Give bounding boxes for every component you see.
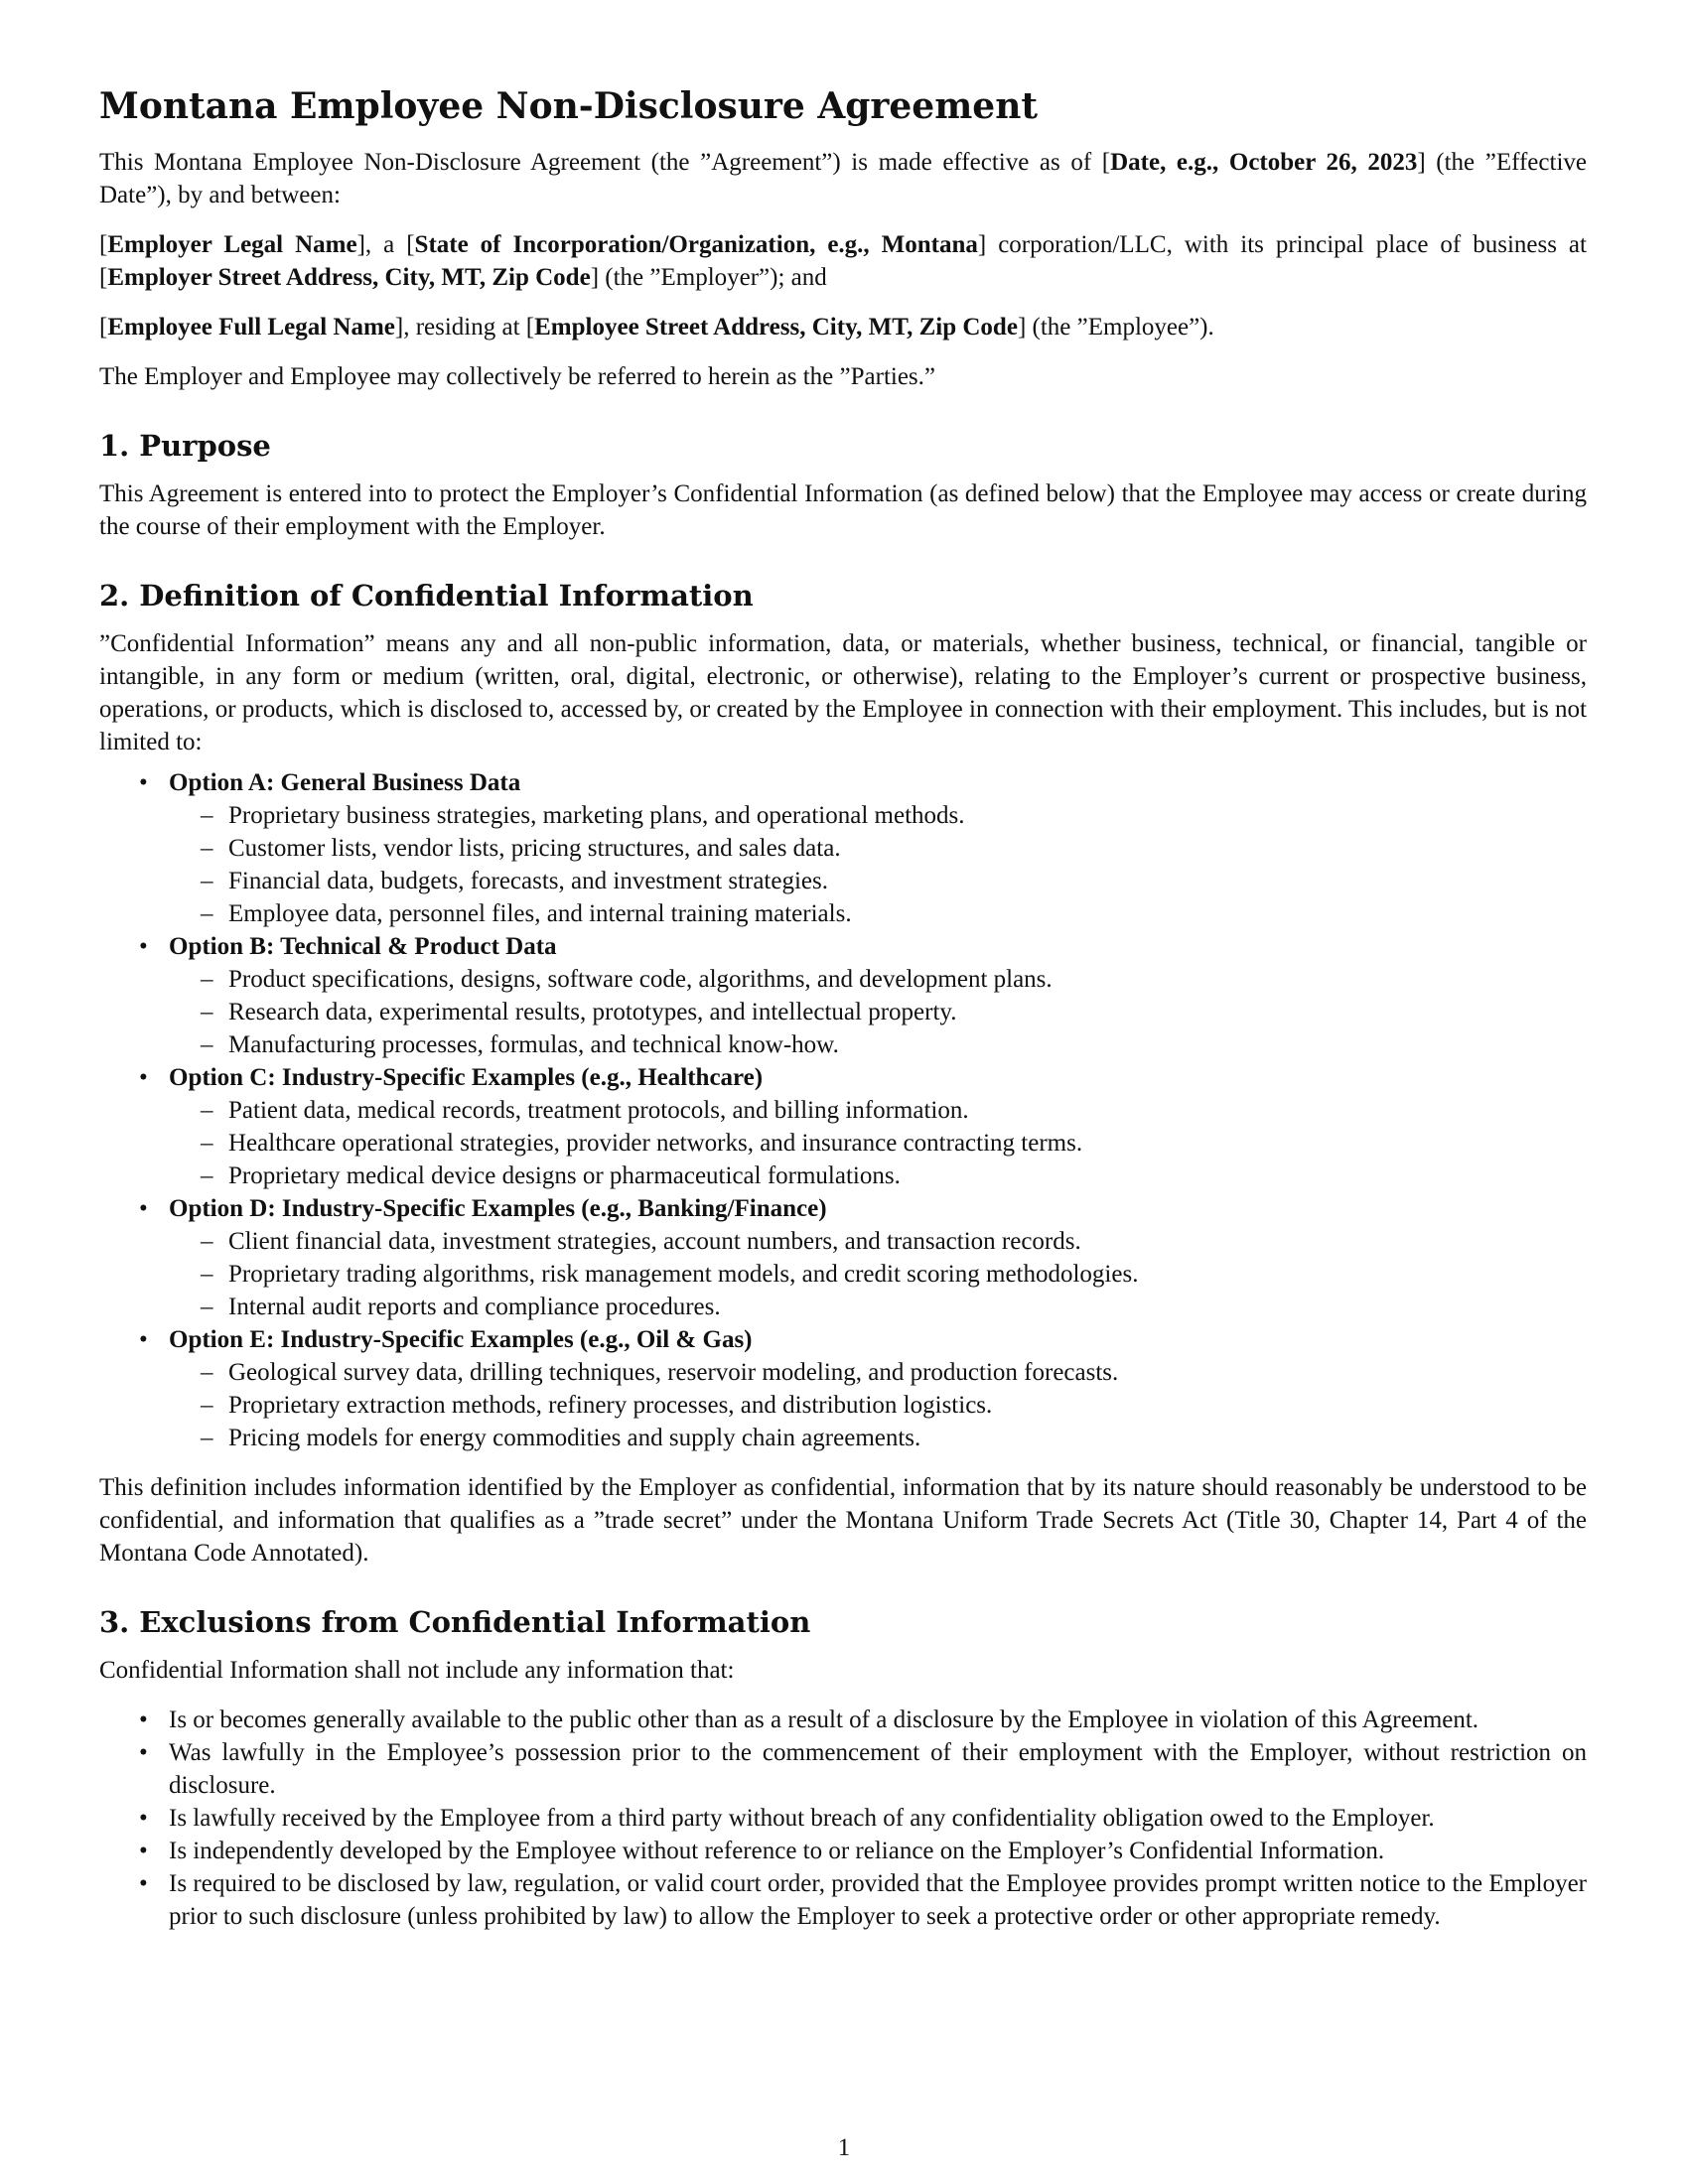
- list-item: • Is or becomes generally available to the public other than as a result of a disclosure by the Employee in violation of this Agreement.: [99, 1704, 1587, 1736]
- list-item: – Client financial data, investment strategies, account numbers, and transaction records.: [169, 1225, 1587, 1258]
- section-closing-definition: This definition includes information identified by the Employer as confidential, information that by its nature should reasonably be understood to be confidential, and information that qualifies as a ”trade secret” under the Montana Uniform Trade Secrets Act (Title 30, Chapter 14, Part 4 of the Montana Code Annotated).: [99, 1474, 1587, 1567]
- option-title: • Option C: Industry-Specific Examples (e.g., Healthcare): [169, 1064, 764, 1091]
- option-item: [99, 1061, 1587, 1192]
- section-heading-definition: 2. Definition of Confidential Information: [99, 579, 754, 613]
- state-placeholder: State of Incorporation/Organization, e.g., Montana: [414, 231, 978, 258]
- list-item: – Pricing models for energy commodities and supply chain agreements.: [169, 1422, 1587, 1454]
- list-item: – Proprietary medical device designs or pharmaceutical formulations.: [169, 1160, 1587, 1192]
- list-item: – Proprietary extraction methods, refinery processes, and distribution logistics.: [169, 1389, 1587, 1422]
- list-item: – Patient data, medical records, treatment protocols, and billing information.: [169, 1094, 1587, 1127]
- option-title: • Option E: Industry-Specific Examples (e.g., Oil & Gas): [169, 1326, 753, 1353]
- list-item: – Proprietary trading algorithms, risk management models, and credit scoring methodologies.: [169, 1258, 1587, 1291]
- intro-effective-date: This Montana Employee Non-Disclosure Agreement (the ”Agreement”) is made effective as of [Date, e.g., October 26, 2023] (the ”Effective Date”), by and between:: [99, 149, 1587, 208]
- option-item: [99, 1192, 1587, 1323]
- section-body-purpose: This Agreement is entered into to protect the Employer’s Confidential Information (as defined below) that the Employee may access or create during the course of their employment with the Employer.: [99, 480, 1587, 540]
- option-sublist: [169, 1356, 1587, 1454]
- list-item: • Was lawfully in the Employee’s possession prior to the commencement of their employment with the Employer, without restriction on disclosure.: [99, 1736, 1587, 1802]
- option-item: [99, 766, 1587, 930]
- intro-parties: The Employer and Employee may collectively be referred to herein as the ”Parties.”: [99, 363, 936, 390]
- option-sublist: [169, 799, 1587, 930]
- list-item: • Is lawfully received by the Employee from a third party without breach of any confidentiality obligation owed to the Employer.: [99, 1802, 1587, 1835]
- list-item: – Research data, experimental results, prototypes, and intellectual property.: [169, 996, 1587, 1028]
- list-item: – Healthcare operational strategies, provider networks, and insurance contracting terms.: [169, 1127, 1587, 1160]
- option-sublist: [169, 1225, 1587, 1323]
- document-page: [99, 84, 1587, 1933]
- page-number: 1: [837, 2134, 851, 2161]
- option-title: • Option D: Industry-Specific Examples (e.g., Banking/Finance): [169, 1195, 827, 1222]
- section-body-definition: ”Confidential Information” means any and all non-public information, data, or materials, whether business, technical, or financial, tangible or intangible, in any form or medium (written, oral, digital, electronic, or otherwise), relating to the Employer’s current or prospective business, operations, or products, which is disclosed to, accessed by, or created by the Employee in connection with their employment. This includes, but is not limited to:: [99, 630, 1587, 755]
- list-item: – Customer lists, vendor lists, pricing structures, and sales data.: [169, 832, 1587, 865]
- section-heading-purpose: 1. Purpose: [99, 429, 271, 463]
- employee-address-placeholder: Employee Street Address, City, MT, Zip Code: [534, 314, 1018, 341]
- list-item: • Is independently developed by the Employee without reference to or reliance on the Employer’s Confidential Information.: [99, 1835, 1587, 1867]
- employer-address-placeholder: Employer Street Address, City, MT, Zip Code: [107, 264, 591, 291]
- option-title: • Option A: General Business Data: [169, 769, 521, 796]
- option-sublist: [169, 963, 1587, 1061]
- exclusion-list: [99, 1704, 1587, 1933]
- intro-employee: [Employee Full Legal Name], residing at [Employee Street Address, City, MT, Zip Code] (the ”Employee”).: [99, 314, 1214, 341]
- effective-date-placeholder: Date, e.g., October 26, 2023: [1110, 149, 1418, 176]
- employee-name-placeholder: Employee Full Legal Name: [107, 314, 395, 341]
- option-sublist: [169, 1094, 1587, 1192]
- list-item: • Is required to be disclosed by law, regulation, or valid court order, provided that the Employee provides prompt written notice to the Employer prior to such disclosure (unless prohibited by law) to allow the Employer to seek a protective order or other appropriate remedy.: [99, 1867, 1587, 1933]
- list-item: – Financial data, budgets, forecasts, and investment strategies.: [169, 865, 1587, 897]
- section-heading-exclusions: 3. Exclusions from Confidential Information: [99, 1605, 811, 1639]
- option-title: • Option B: Technical & Product Data: [169, 933, 557, 960]
- option-list: [99, 766, 1587, 1454]
- option-item: [99, 930, 1587, 1061]
- intro-employer: [Employer Legal Name], a [State of Incorporation/Organization, e.g., Montana] corporation/LLC, with its principal place of business at [Employer Street Address, City, MT, Zip Code] (the ”Employer”); and: [99, 231, 1587, 291]
- document-title: Montana Employee Non-Disclosure Agreement: [99, 85, 1038, 127]
- option-item: [99, 1323, 1587, 1454]
- list-item: – Employee data, personnel files, and internal training materials.: [169, 897, 1587, 930]
- list-item: – Proprietary business strategies, marketing plans, and operational methods.: [169, 799, 1587, 832]
- list-item: – Internal audit reports and compliance procedures.: [169, 1291, 1587, 1323]
- section-body-exclusions: Confidential Information shall not include any information that:: [99, 1657, 735, 1684]
- employer-name-placeholder: Employer Legal Name: [107, 231, 357, 258]
- list-item: – Geological survey data, drilling techniques, reservoir modeling, and production forecasts.: [169, 1356, 1587, 1389]
- list-item: – Product specifications, designs, software code, algorithms, and development plans.: [169, 963, 1587, 996]
- list-item: – Manufacturing processes, formulas, and technical know-how.: [169, 1028, 1587, 1061]
